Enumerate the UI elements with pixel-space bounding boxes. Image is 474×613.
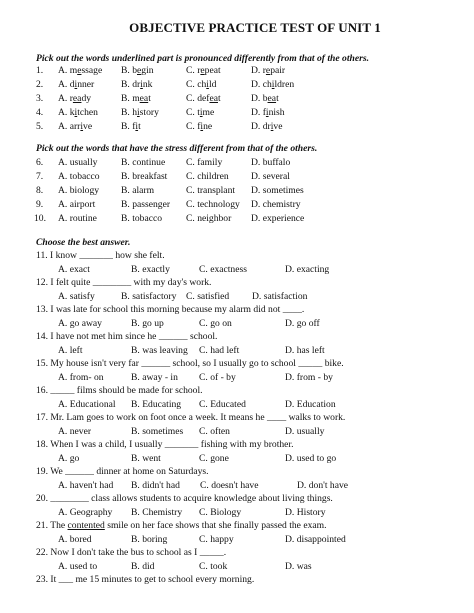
option-d: D. usually [285, 426, 325, 437]
question-text [36, 520, 327, 531]
option-d: D. from - by [285, 372, 333, 383]
option-d: D. History [285, 507, 326, 518]
option-d: D. used to go [285, 453, 337, 464]
option-c: C. Educated [199, 399, 246, 410]
option-a: A. bored [58, 534, 92, 545]
option-b: B. did [131, 561, 155, 572]
option-b: B. breakfast [121, 171, 168, 182]
option-b: B. go up [131, 318, 164, 329]
question-number: 1. [36, 65, 44, 76]
option-d: D. repair [251, 65, 286, 76]
option-d: D. several [251, 171, 290, 182]
option-d: D. has left [285, 345, 325, 356]
option-c: C. took [199, 561, 228, 572]
option-c: C. repeat [186, 65, 221, 76]
answer-options [0, 372, 474, 385]
question-number: 8. [36, 185, 44, 196]
option-c: C. happy [199, 534, 234, 545]
option-b: B. was leaving [131, 345, 188, 356]
question-text: 13. I was late for school this morning because my alarm did not ____. [36, 304, 305, 315]
option-b: B. boring [131, 534, 168, 545]
answer-options [0, 426, 474, 439]
option-c: C. Biology [199, 507, 242, 518]
underlined-word: contented [67, 520, 105, 531]
answer-options [0, 291, 474, 304]
option-c: C. defeat [186, 93, 221, 104]
stress-row [0, 185, 474, 198]
option-d: D. sometimes [251, 185, 304, 196]
question-text: 11. I know _______ how she felt. [36, 250, 165, 261]
option-b: B. sometimes [131, 426, 184, 437]
question-number: 4. [36, 107, 44, 118]
option-c: C. time [186, 107, 215, 118]
option-b: B. alarm [121, 185, 155, 196]
pron-row [0, 93, 474, 106]
section1-heading: Pick out the words underlined part is pronounced differently from that of the others. [36, 53, 369, 64]
option-b: B. passenger [121, 199, 171, 210]
answer-options [0, 480, 474, 493]
option-d: D. experience [251, 213, 305, 224]
option-c: C. often [199, 426, 230, 437]
pron-row [0, 65, 474, 78]
option-d: D. buffalo [251, 157, 291, 168]
option-a: A. biology [58, 185, 100, 196]
stress-row [0, 199, 474, 212]
option-c: C. doesn't have [200, 480, 259, 491]
option-d: D. was [285, 561, 312, 572]
question-number: 5. [36, 121, 44, 132]
stress-row [0, 171, 474, 184]
question-text: 18. When I was a child, I usually _______ fishing with my brother. [36, 439, 294, 450]
option-b: B. exactly [131, 264, 170, 275]
option-c: C. children [186, 171, 229, 182]
question-text: 17. Mr. Lam goes to work on foot once a week. It means he ____ walks to work. [36, 412, 346, 423]
option-c: C. gone [199, 453, 229, 464]
question-number: 6. [36, 157, 44, 168]
question-number: 3. [36, 93, 44, 104]
option-a: A. go away [58, 318, 102, 329]
option-a: A. ready [58, 93, 92, 104]
option-d: D. don't have [297, 480, 349, 491]
option-b: B. drink [121, 79, 153, 90]
answer-options [0, 561, 474, 574]
option-b: B. continue [121, 157, 166, 168]
option-b: B. Chemistry [131, 507, 183, 518]
option-d: D. drive [251, 121, 283, 132]
option-d: D. chemistry [251, 199, 301, 210]
option-a: A. Educational [58, 399, 116, 410]
pron-row [0, 107, 474, 120]
answer-options [0, 534, 474, 547]
option-b: B. satisfactory [121, 291, 177, 302]
option-b: B. away - in [131, 372, 178, 383]
answer-options [0, 453, 474, 466]
answer-options [0, 345, 474, 358]
option-b: B. meat [121, 93, 151, 104]
question-text: 16. _____ films should be made for school. [36, 385, 203, 396]
option-a: A. left [58, 345, 83, 356]
option-a: A. go [58, 453, 80, 464]
pron-row [0, 79, 474, 92]
option-a: A. kitchen [58, 107, 98, 118]
stress-row [0, 213, 474, 226]
option-c: C. fine [186, 121, 213, 132]
option-a: A. haven't had [58, 480, 114, 491]
option-a: A. satisfy [58, 291, 95, 302]
option-a: A. from- on [58, 372, 104, 383]
pron-row [0, 121, 474, 134]
question-text-start: 21. The [36, 520, 68, 531]
page-title: OBJECTIVE PRACTICE TEST OF UNIT 1 [129, 20, 381, 35]
option-b: B. didn't had [131, 480, 180, 491]
option-b: B. begin [121, 65, 154, 76]
option-d: D. finish [251, 107, 285, 118]
option-d: D. Education [285, 399, 336, 410]
option-d: D. exacting [285, 264, 330, 275]
option-a: A. Geography [58, 507, 113, 518]
option-c: C. go on [199, 318, 232, 329]
option-b: B. history [121, 107, 159, 118]
question-text-end: smile on her face shows that she finally passed the exam. [104, 520, 327, 531]
answer-options [0, 507, 474, 520]
answer-options [0, 399, 474, 412]
option-c: C. of - by [199, 372, 236, 383]
option-c: C. child [186, 79, 217, 90]
option-c: C. neighbor [186, 213, 232, 224]
option-d: D. go off [285, 318, 320, 329]
question-text: 20. ________ class allows students to acquire knowledge about living things. [36, 493, 333, 504]
question-number: 9. [36, 199, 44, 210]
option-a: A. used to [58, 561, 98, 572]
option-b: B. fit [121, 121, 141, 132]
option-b: B. went [131, 453, 161, 464]
option-d: D. satisfaction [252, 291, 308, 302]
option-a: A. message [58, 65, 103, 76]
option-d: D. children [251, 79, 295, 90]
question-text: 15. My house isn't very far ______ school, so I usually go to school _____ bike. [36, 358, 344, 369]
option-c: C. satisfied [186, 291, 230, 302]
option-d: D. beat [251, 93, 279, 104]
question-text: 23. It ___ me 15 minutes to get to school every morning. [36, 574, 255, 585]
option-a: A. arrive [58, 121, 93, 132]
option-b: B. Educating [131, 399, 182, 410]
section2-heading: Pick out the words that have the stress different from that of the others. [36, 143, 318, 154]
question-number: 7. [36, 171, 44, 182]
answer-options [0, 318, 474, 331]
section3-heading: Choose the best answer. [36, 237, 131, 248]
option-b: B. tobacco [121, 213, 163, 224]
stress-row [0, 157, 474, 170]
option-a: A. dinner [58, 79, 95, 90]
option-c: C. family [186, 157, 223, 168]
option-c: C. had left [199, 345, 240, 356]
question-text: 14. I have not met him since he ______ school. [36, 331, 218, 342]
option-c: C. transplant [186, 185, 236, 196]
answer-options [0, 264, 474, 277]
option-c: C. technology [186, 199, 240, 210]
option-a: A. usually [58, 157, 98, 168]
option-a: A. airport [58, 199, 96, 210]
option-a: A. tobacco [58, 171, 100, 182]
option-a: A. routine [58, 213, 97, 224]
option-c: C. exactness [199, 264, 247, 275]
option-a: A. never [58, 426, 92, 437]
question-text: 19. We ______ dinner at home on Saturdays. [36, 466, 209, 477]
question-text: 12. I felt quite ________ with my day's work. [36, 277, 212, 288]
question-text: 22. Now I don't take the bus to school as I _____. [36, 547, 227, 558]
question-number: 2. [36, 79, 44, 90]
option-a: A. exact [58, 264, 90, 275]
option-d: D. disappointed [285, 534, 346, 545]
question-number: 10. [34, 213, 46, 224]
